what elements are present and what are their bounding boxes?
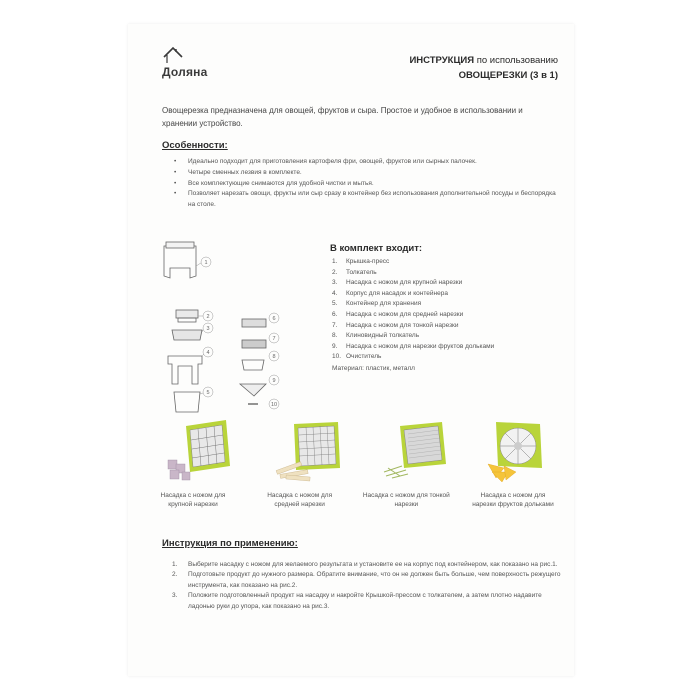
- kit-item: 4. Корпус для насадок и контейнера: [332, 289, 448, 297]
- kit-item: 5. Контейнер для хранения: [332, 300, 422, 308]
- material-note: Материал: пластик, металл: [332, 365, 415, 372]
- feature-item: • Все комплектующие снимаются для удобной чистки и мытья.: [174, 179, 564, 190]
- kit-item: 3. Насадка с ножом для крупной нарезки: [332, 279, 463, 287]
- features-list: [174, 157, 564, 211]
- feature-item: • Четыре сменных лезвия в комплекте.: [174, 168, 564, 179]
- diagram-label-9: 9: [272, 378, 276, 384]
- diagram-label-10: 10: [270, 402, 278, 408]
- blade-illustrations: [156, 416, 556, 486]
- coarse-blade-part: [172, 330, 202, 340]
- features-heading: Особенности:: [162, 140, 228, 151]
- fine-blade-part: [242, 340, 266, 348]
- kit-list: [332, 257, 494, 363]
- brand-name: Доляна: [162, 65, 208, 79]
- kit-item: 8. Клиновидный толкатель: [332, 332, 420, 340]
- diagram-label-6: 6: [272, 316, 276, 322]
- kit-item: 1. Крышка-пресс: [332, 258, 390, 265]
- title-rest: по использованию: [476, 55, 558, 66]
- diagram-label-2: 2: [206, 314, 210, 320]
- blade-caption: Насадка с ножом для крупной нарезки: [160, 492, 226, 508]
- blade-captions: [148, 491, 558, 509]
- diagram-label-8: 8: [272, 354, 276, 360]
- medium-blade-image: [276, 422, 340, 481]
- diagram-label-1: 1: [204, 260, 208, 266]
- intro-paragraph: Овощерезка предназначена для овощей, фруктов и сыра. Простое и удобное в использовании и хранении устройство.: [162, 106, 523, 128]
- product-name: ОВОЩЕРЕЗКИ (3 в 1): [458, 70, 558, 81]
- page-title: [409, 55, 558, 66]
- pusher-part: [176, 310, 198, 318]
- wedge-pusher-part: [242, 360, 264, 370]
- usage-step: 1. Выберите насадку с ножом для желаемого результата и установите ее на корпус под контейнером, как показано на рис.1.: [172, 561, 558, 568]
- wedge-blade-image: [488, 422, 542, 482]
- wedge-blade-part: [240, 384, 266, 396]
- kit-item: 9. Насадка с ножом для нарезки фруктов дольками: [332, 342, 495, 350]
- medium-blade-part: [242, 319, 266, 327]
- blade-caption: Насадка с ножом для нарезки фруктов дольками: [472, 492, 554, 508]
- diagram-label-7: 7: [272, 336, 276, 342]
- usage-step: 2. Подготовьте продукт до нужного размера. Обратите внимание, что он не должен быть больше, чем поверхность режущего инструмента, как показано на рис.2.: [172, 571, 561, 589]
- feature-item: • Идеально подходит для приготовления картофеля фри, овощей, фруктов или сырных палочек.: [174, 157, 564, 168]
- diagram-label-3: 3: [206, 326, 210, 332]
- house-logo-icon: [162, 46, 184, 66]
- instruction-sheet: [128, 24, 574, 676]
- usage-steps: [172, 560, 564, 612]
- blade-caption: Насадка с ножом для тонкой нарезки: [362, 492, 450, 508]
- feature-item: • Позволяет нарезать овощи, фрукты или сыр сразу в контейнер без использования дополнительной посуды и беспорядка на столе.: [174, 189, 564, 211]
- parts-diagram: [156, 232, 326, 412]
- coarse-blade-image: [168, 420, 230, 480]
- usage-step: 3. Положите подготовленный продукт на насадку и накройте Крышкой-прессом с толкателем, а затем плотно надавите ладонью руки до упора, как показано на рис.3.: [172, 592, 542, 610]
- blade-caption: Насадка с ножом для средней нарезки: [267, 492, 333, 508]
- lid-press-part: [164, 246, 196, 278]
- kit-item: 6. Насадка с ножом для средней нарезки: [332, 310, 464, 318]
- diagram-label-4: 4: [206, 350, 210, 356]
- kit-item: 2. Толкатель: [332, 268, 377, 276]
- kit-item: 10. Очиститель: [332, 353, 382, 361]
- fine-blade-image: [384, 422, 446, 478]
- container-part: [174, 392, 200, 412]
- diagram-label-5: 5: [206, 390, 210, 396]
- title-bold: ИНСТРУКЦИЯ: [409, 55, 475, 66]
- kit-item: 7. Насадка с ножом для тонкой нарезки: [332, 321, 459, 329]
- lid-top-part: [166, 242, 194, 248]
- kit-heading: В комплект входит:: [330, 243, 423, 254]
- body-part: [168, 356, 202, 384]
- usage-heading: Инструкция по применению:: [162, 538, 298, 549]
